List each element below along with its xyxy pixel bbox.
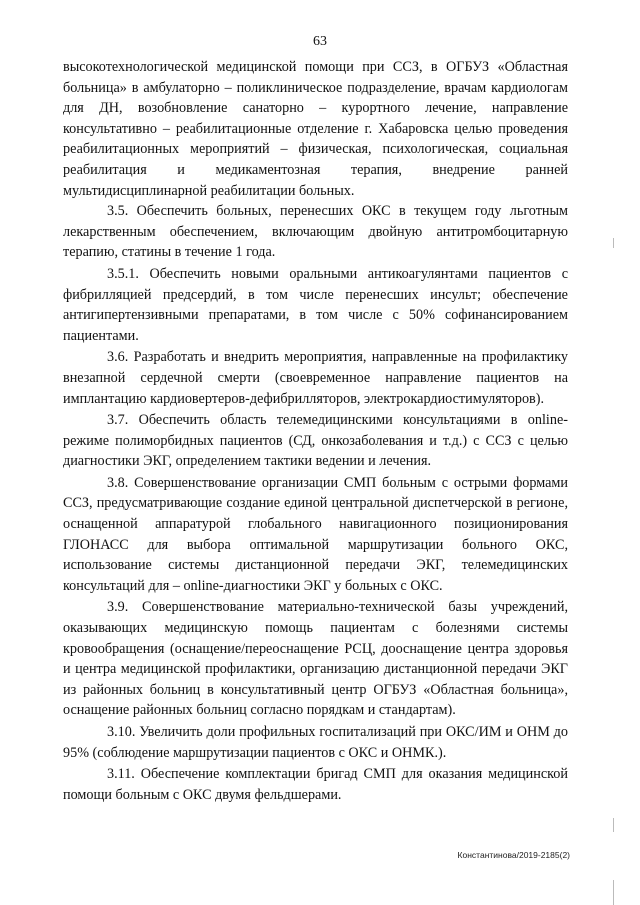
document-body (63, 57, 568, 805)
page-number: 63 (313, 34, 327, 49)
paragraph-continuation: высокотехнологической медицинской помощи при ССЗ, в ОГБУЗ «Областная больница» в амбулаторно – поликлиническое подразделение, врачам кардиологам для ДН, возобновление санаторно – курортного лечение, направление консультативно – реабилитационные отделение г. Хабаровска целью проведения реабилитационных мероприятий – физическая, психологическая, социальная реабилитация и медикаментозная терапия, внедрение ранней мультидисциплинарной реабилитации больных. (63, 59, 568, 199)
paragraph-3-11: 3.11. Обеспечение комплектации бригад СМП для оказания медицинской помощи больным с ОКС двумя фельдшерами. (63, 766, 568, 803)
paragraph-3-6: 3.6. Разработать и внедрить мероприятия, направленные на профилактику внезапной сердечной смерти (своевременное направление пациентов на имплантацию кардиовертеров-дефибрилляторов, электрокардиостимуляторов). (63, 349, 568, 407)
paragraph-3-10: 3.10. Увеличить доли профильных госпитализаций при ОКС/ИМ и ОНМ до 95% (соблюдение маршрутизации пациентов с ОКС и ОНМК.). (63, 724, 568, 761)
paragraph-3-7: 3.7. Обеспечить область телемедицинскими консультациями в online-режиме полиморбидных пациентов (СД, онкозаболевания и т.д.) с ССЗ с целью диагностики ЭКГ, определением тактики ведении и лечения. (63, 412, 568, 470)
paragraph-3-8: 3.8. Совершенствование организации СМП больным с острыми формами ССЗ, предусматривающие создание единой центральной диспетчерской в регионе, оснащенной аппаратурой глобального навигационного позиционирования ГЛОНАСС для выбора оптимальной маршрутизации больного ОКС, использование системы дистанционной передачи ЭКГ, телемедицинских консультаций для – online-диагностики ЭКГ у больных с ОКС. (63, 474, 568, 594)
paragraph-3-9: 3.9. Совершенствование материально-технической базы учреждений, оказывающих медицинскую помощь пациентам с болезнями системы кровообращения (оснащение/переоснащение РСЦ, дооснащение центра здоровья и центра медицинской профилактики, организацию дистанционной передачи ЭКГ из районных больниц в консультативный центр ОГБУЗ «Областная больница», оснащение районных больниц согласно порядкам и стандартам). (63, 599, 568, 719)
paragraph-3-5-1: 3.5.1. Обеспечить новыми оральными антикоагулянтами пациентов с фибрилляцией предсердий, в том числе перенесших инсульт; обеспечение антигипертензивными препаратами, в том числе с 50% софинансированием пациентами. (63, 265, 568, 344)
scan-edge-mark (613, 238, 614, 248)
scan-edge-mark (613, 880, 614, 905)
footer-document-code: Константинова/2019-2185(2) (457, 850, 570, 860)
scan-edge-mark (613, 818, 614, 832)
paragraph-3-5: 3.5. Обеспечить больных, перенесших ОКС в текущем году льготным лекарственным обеспечением, включающим двойную антитромбоцитарную терапию, статины в течение 1 года. (63, 203, 568, 261)
